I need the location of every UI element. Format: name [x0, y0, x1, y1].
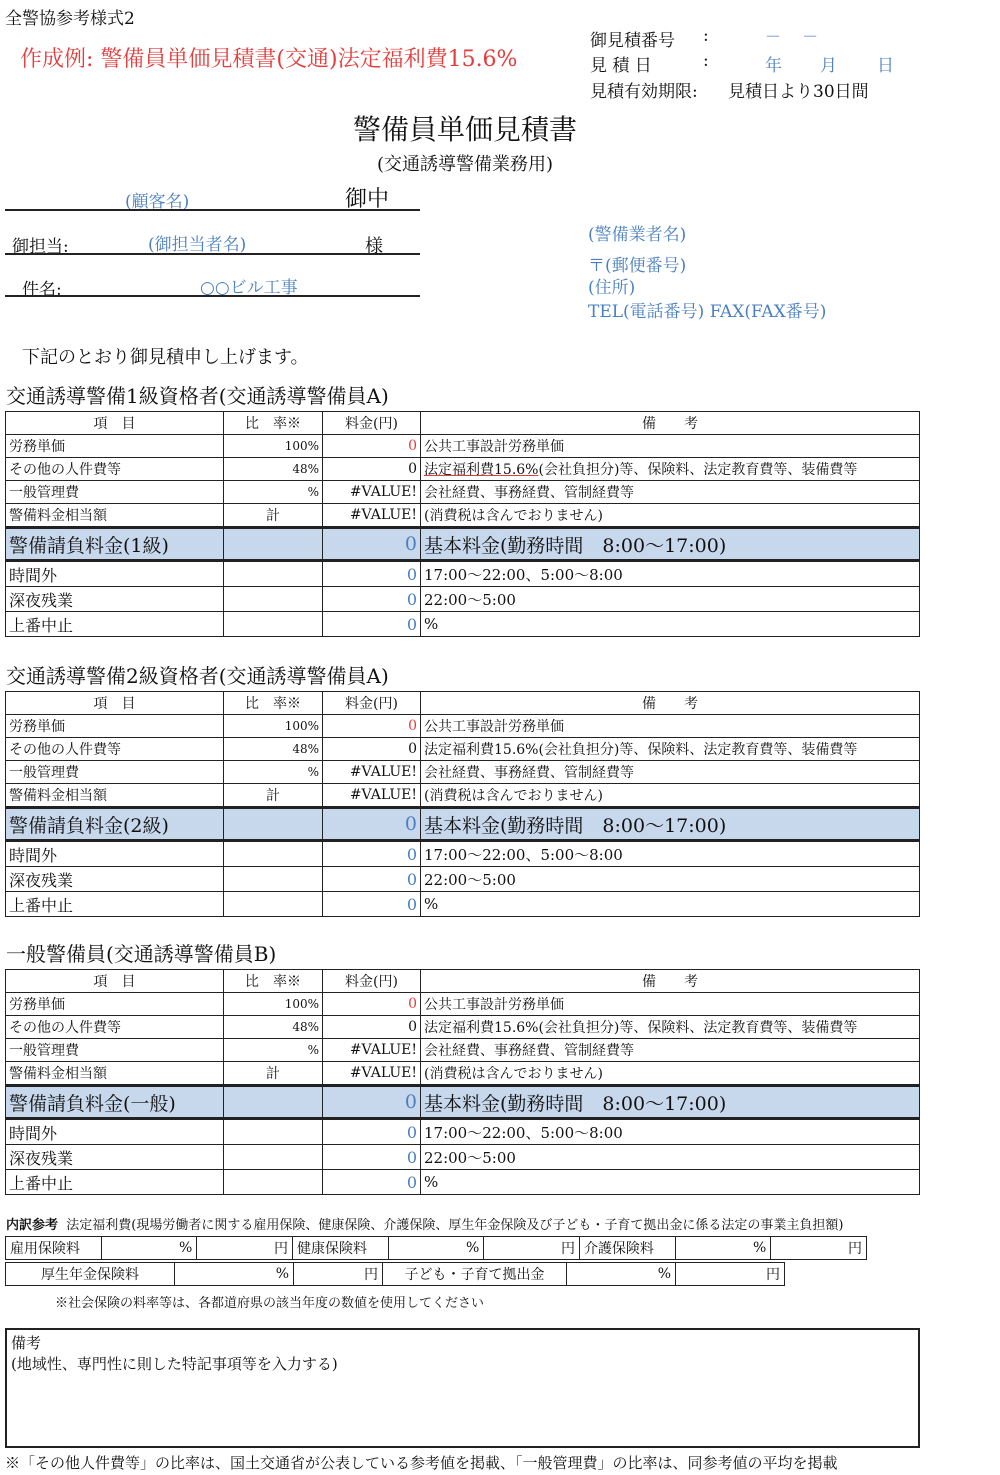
insurance-label: 厚生年金保険料 [6, 1263, 175, 1286]
table-row [6, 993, 920, 1016]
validity-value: 見積日より30日間 [728, 82, 869, 102]
table-row [6, 587, 920, 612]
row-remarks: (消費税は含んでおりません) [424, 508, 603, 524]
quote-no-value: － － [765, 27, 819, 46]
row-ratio[interactable]: 計 [224, 784, 323, 808]
table-row [6, 1170, 920, 1195]
table-row [6, 504, 920, 528]
extra-item: 深夜残業 [6, 1145, 224, 1170]
insurance-amount-field[interactable]: 円 [771, 1237, 867, 1260]
header-fee: 料金(円) [323, 970, 421, 993]
extra-remarks: 22:00～5:00 [421, 587, 920, 612]
extra-fee: 0 [323, 1119, 421, 1145]
person-underline [5, 253, 420, 255]
extra-remarks: 22:00～5:00 [421, 867, 920, 892]
row-item: その他の人件費等 [6, 458, 224, 481]
section-title: 一般警備員(交通誘導警備員B) [6, 942, 277, 966]
example-title: 作成例: 警備員単価見積書(交通)法定福利費15.6% [20, 47, 518, 72]
table-header-row [6, 970, 920, 993]
row-fee: 0 [323, 1016, 421, 1039]
table-header-row [6, 692, 920, 715]
date-year: 年 [765, 56, 782, 76]
row-fee: #VALUE! [323, 1062, 421, 1086]
row-remarks: (消費税は含んでおりません) [424, 788, 603, 804]
row-remarks-cell [421, 481, 920, 504]
total-row [6, 528, 920, 561]
insurance-label: 介護保険料 [579, 1237, 675, 1260]
table-row [6, 1016, 920, 1039]
row-item: 労務単価 [6, 993, 224, 1016]
row-item: 警備料金相当額 [6, 784, 224, 808]
company-postal: 〒(郵便番号) [588, 256, 687, 276]
row-ratio[interactable]: 計 [224, 1062, 323, 1086]
insurance-rate-field[interactable]: % [388, 1237, 484, 1260]
extra-fee: 0 [323, 867, 421, 892]
extra-remarks: % [421, 1170, 920, 1195]
table-row [6, 561, 920, 587]
row-item: その他の人件費等 [6, 738, 224, 761]
insurance-note: ※社会保険の料率等は、各都道府県の該当年度の数値を使用してください [55, 1296, 485, 1311]
row-ratio[interactable]: % [224, 761, 323, 784]
total-ratio [224, 808, 323, 841]
subject-field[interactable]: ○○ビル工事 [200, 278, 298, 298]
header-ratio: 比 率※ [224, 412, 323, 435]
row-ratio[interactable]: % [224, 1039, 323, 1062]
row-ratio[interactable]: 100% [224, 993, 323, 1016]
insurance-rate-field[interactable]: % [175, 1263, 294, 1286]
insurance-amount-field[interactable]: 円 [484, 1237, 580, 1260]
row-fee: #VALUE! [323, 1039, 421, 1062]
insurance-amount-field[interactable]: 円 [197, 1237, 293, 1260]
table-header-row [6, 412, 920, 435]
form-label: 全警協参考様式2 [5, 9, 135, 29]
row-remarks-cell [421, 738, 920, 761]
date-colon: : [703, 51, 709, 71]
table-row [6, 738, 920, 761]
row-fee: #VALUE! [323, 504, 421, 528]
remarks-box[interactable] [5, 1328, 920, 1448]
page-subtitle: (交通誘導警備業務用) [376, 154, 554, 175]
insurance-rate-field[interactable]: % [101, 1237, 197, 1260]
total-ratio [224, 1086, 323, 1119]
insurance-table-row2 [5, 1262, 785, 1286]
total-item: 警備請負料金(2級) [6, 808, 224, 841]
breakdown-heading [6, 1214, 843, 1233]
extra-remarks: % [421, 892, 920, 917]
quote-no-colon: : [703, 26, 709, 46]
header-fee: 料金(円) [323, 692, 421, 715]
insurance-label: 子ども・子育て拠出金 [383, 1263, 567, 1286]
row-ratio[interactable]: 100% [224, 715, 323, 738]
header-remarks: 備 考 [421, 692, 920, 715]
row-remarks: 会社経費、事務経費、管制経費等 [424, 765, 634, 781]
row-item: 労務単価 [6, 435, 224, 458]
estimate-table [5, 411, 920, 637]
total-item: 警備請負料金(一般) [6, 1086, 224, 1119]
row-remarks-cell [421, 761, 920, 784]
extra-ratio [224, 587, 323, 612]
row-remarks-cell [421, 458, 920, 481]
remarks-label: 備考 [11, 1334, 42, 1352]
row-ratio[interactable]: 48% [224, 1016, 323, 1039]
row-remarks: 法定福利費15.6%(会社負担分)等、保険料、法定教育費等、装備費等 [424, 1020, 858, 1036]
total-remarks: 基本料金(勤務時間 8:00～17:00) [421, 808, 920, 841]
header-remarks: 備 考 [421, 970, 920, 993]
table-row [6, 1039, 920, 1062]
row-fee: 0 [323, 993, 421, 1016]
row-item: 一般管理費 [6, 481, 224, 504]
row-remarks-cell [421, 1016, 920, 1039]
table-row [6, 715, 920, 738]
date-day: 日 [877, 56, 894, 76]
remarks-text: (地域性、専門性に則した特記事項等を入力する) [11, 1355, 338, 1373]
company-name: (警備業者名) [588, 225, 687, 245]
header-fee: 料金(円) [323, 412, 421, 435]
table-row [6, 612, 920, 637]
breakdown-label: 内訳参考 [6, 1218, 59, 1233]
row-ratio[interactable]: 48% [224, 738, 323, 761]
row-remarks: 会社経費、事務経費、管制経費等 [424, 1043, 634, 1059]
row-remarks: 公共工事設計労務単価 [424, 997, 564, 1013]
total-fee: 0 [323, 528, 421, 561]
row-fee: #VALUE! [323, 784, 421, 808]
total-row [6, 808, 920, 841]
row-fee: #VALUE! [323, 761, 421, 784]
header-item: 項 目 [6, 692, 224, 715]
extra-fee: 0 [323, 561, 421, 587]
total-item: 警備請負料金(1級) [6, 528, 224, 561]
row-remarks: 公共工事設計労務単価 [424, 439, 564, 455]
header-remarks: 備 考 [421, 412, 920, 435]
extra-item: 上番中止 [6, 892, 224, 917]
extra-ratio [224, 841, 323, 867]
row-item: 一般管理費 [6, 1039, 224, 1062]
extra-item: 時間外 [6, 561, 224, 587]
extra-item: 上番中止 [6, 612, 224, 637]
total-fee: 0 [323, 808, 421, 841]
extra-ratio [224, 867, 323, 892]
row-remarks-cell [421, 715, 920, 738]
company-tel-fax: TEL(電話番号) FAX(FAX番号) [588, 302, 827, 322]
table-row [6, 841, 920, 867]
extra-remarks: 17:00～22:00、5:00～8:00 [421, 561, 920, 587]
extra-item: 時間外 [6, 1119, 224, 1145]
table-row [6, 458, 920, 481]
extra-remarks: % [421, 612, 920, 637]
row-ratio[interactable]: 100% [224, 435, 323, 458]
extra-fee: 0 [323, 892, 421, 917]
row-item: 労務単価 [6, 715, 224, 738]
insurance-amount-field[interactable]: 円 [294, 1263, 383, 1286]
extra-ratio [224, 561, 323, 587]
insurance-label: 雇用保険料 [6, 1237, 102, 1260]
row-item: 警備料金相当額 [6, 504, 224, 528]
page-title: 警備員単価見積書 [352, 113, 577, 146]
extra-item: 深夜残業 [6, 587, 224, 612]
insurance-table-row1 [5, 1236, 867, 1260]
row-remarks-cell [421, 435, 920, 458]
footnote: ※「その他人件費等」の比率は、国土交通省が公表している参考値を掲載、「一般管理費」の比率は、同参考値の平均を掲載 [5, 1454, 838, 1472]
row-fee: #VALUE! [323, 481, 421, 504]
extra-remarks: 17:00～22:00、5:00～8:00 [421, 841, 920, 867]
quote-no-label: 御見積番号 [590, 31, 675, 51]
row-fee: 0 [323, 715, 421, 738]
row-fee: 0 [323, 738, 421, 761]
breakdown-text: 法定福利費(現場労働者に関する雇用保険、健康保険、介護保険、厚生年金保険及び子ども・子育て拠出金に係る法定の事業主負担額) [66, 1218, 844, 1233]
table-row [6, 1145, 920, 1170]
header-item: 項 目 [6, 970, 224, 993]
row-remarks-cell [421, 1039, 920, 1062]
table-row [6, 481, 920, 504]
header-item: 項 目 [6, 412, 224, 435]
extra-remarks: 22:00～5:00 [421, 1145, 920, 1170]
row-item: 警備料金相当額 [6, 1062, 224, 1086]
remarks-underlined: 法定福利費15.6% [424, 462, 539, 478]
extra-item: 上番中止 [6, 1170, 224, 1195]
insurance-label: 健康保険料 [292, 1237, 388, 1260]
onchu-label: 御中 [345, 187, 390, 212]
date-month: 月 [820, 56, 837, 76]
sama-label: 様 [365, 236, 383, 257]
estimate-table [5, 969, 920, 1195]
row-remarks-cell [421, 1062, 920, 1086]
row-remarks-cell [421, 504, 920, 528]
header-ratio: 比 率※ [224, 692, 323, 715]
extra-ratio [224, 1145, 323, 1170]
extra-ratio [224, 1170, 323, 1195]
customer-underline [5, 209, 420, 211]
table-row [6, 1062, 920, 1086]
total-remarks: 基本料金(勤務時間 8:00～17:00) [421, 528, 920, 561]
row-ratio[interactable]: 計 [224, 504, 323, 528]
row-remarks-cell [421, 784, 920, 808]
row-fee: 0 [323, 458, 421, 481]
row-ratio[interactable]: 48% [224, 458, 323, 481]
insurance-amount-field[interactable]: 円 [676, 1263, 785, 1286]
validity-label: 見積有効期限: [590, 82, 698, 102]
row-ratio[interactable]: % [224, 481, 323, 504]
row-remarks-cell [421, 993, 920, 1016]
extra-ratio [224, 1119, 323, 1145]
customer-name-field[interactable]: (顧客名) [125, 192, 190, 212]
row-remarks: (会社負担分)等、保険料、法定教育費等、装備費等 [538, 462, 858, 478]
intro-text: 下記のとおり御見積申し上げます。 [22, 347, 309, 368]
extra-fee: 0 [323, 1170, 421, 1195]
row-item: 一般管理費 [6, 761, 224, 784]
extra-fee: 0 [323, 1145, 421, 1170]
extra-item: 時間外 [6, 841, 224, 867]
total-remarks: 基本料金(勤務時間 8:00～17:00) [421, 1086, 920, 1119]
date-label: 見 積 日 [590, 56, 652, 76]
total-row [6, 1086, 920, 1119]
row-remarks: (消費税は含んでおりません) [424, 1066, 603, 1082]
extra-remarks: 17:00～22:00、5:00～8:00 [421, 1119, 920, 1145]
row-remarks: 公共工事設計労務単価 [424, 719, 564, 735]
row-remarks: 会社経費、事務経費、管制経費等 [424, 485, 634, 501]
person-name-field[interactable]: (御担当者名) [148, 235, 247, 255]
section-title: 交通誘導警備2級資格者(交通誘導警備員A) [6, 664, 389, 688]
extra-item: 深夜残業 [6, 867, 224, 892]
extra-fee: 0 [323, 587, 421, 612]
extra-fee: 0 [323, 841, 421, 867]
insurance-rate-field[interactable]: % [567, 1263, 676, 1286]
table-row [6, 784, 920, 808]
subject-underline [5, 295, 420, 297]
extra-fee: 0 [323, 612, 421, 637]
subject-label: 件名: [22, 280, 62, 300]
total-fee: 0 [323, 1086, 421, 1119]
row-fee: 0 [323, 435, 421, 458]
insurance-rate-field[interactable]: % [675, 1237, 771, 1260]
person-label: 御担当: [12, 237, 69, 257]
row-item: その他の人件費等 [6, 1016, 224, 1039]
company-address: (住所) [588, 278, 636, 298]
section-title: 交通誘導警備1級資格者(交通誘導警備員A) [6, 384, 389, 408]
extra-ratio [224, 892, 323, 917]
header-ratio: 比 率※ [224, 970, 323, 993]
row-remarks: 法定福利費15.6%(会社負担分)等、保険料、法定教育費等、装備費等 [424, 742, 858, 758]
table-row [6, 435, 920, 458]
table-row [6, 1119, 920, 1145]
table-row [6, 867, 920, 892]
extra-ratio [224, 612, 323, 637]
estimate-table [5, 691, 920, 917]
table-row [6, 761, 920, 784]
total-ratio [224, 528, 323, 561]
table-row [6, 892, 920, 917]
